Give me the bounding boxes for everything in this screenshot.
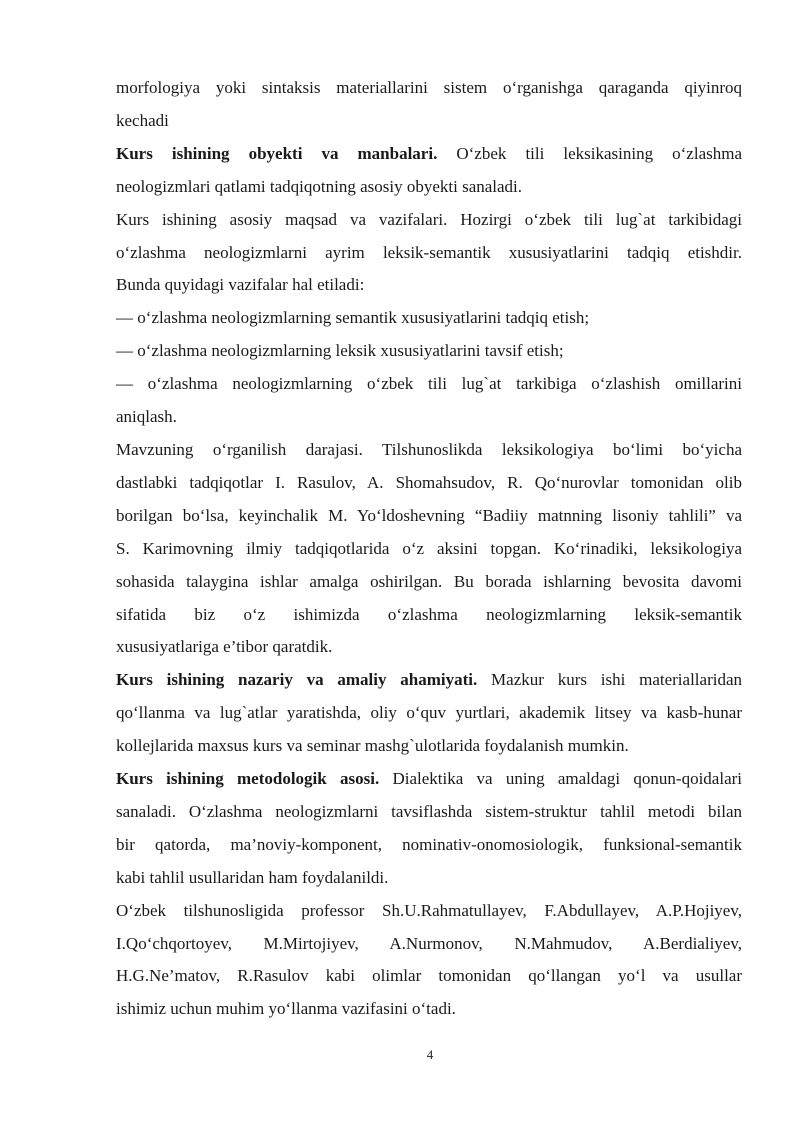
text-content: sohasida talaygina ishlar amalga oshirilgan. Bu borada ishlarning bevosita davomi [116,571,742,591]
text-content: morfologiya yoki sintaksis materiallarini sistem o‘rganishga qaraganda qiyinroq [116,78,742,97]
text-line [116,171,742,204]
text-content: O‘zbek tili leksikasining o‘zlashma [437,143,743,163]
text-content: Mazkur kurs ishi materiallaridan [477,670,742,690]
text-content: Bunda quyidagi vazifalar hal etiladi: [116,275,365,295]
text-content: Dialektika va uning amaldagi qonun-qoidalari [379,769,742,789]
text-line [116,204,742,237]
text-line [116,730,742,763]
text-content: I.Qo‘chqortoyev, M.Mirtojiyev, A.Nurmonov, N.Mahmudov, A.Berdialiyev, [116,933,742,953]
text-line [116,928,742,961]
text-line [116,862,742,895]
text-content: Kurs ishining asosiy maqsad va vazifalari. Hozirgi o‘zbek tili lug`at tarkibidagi [116,209,742,229]
text-content: ishimiz uchun muhim yo‘llanma vazifasini o‘tadi. [116,999,456,1019]
text-line [116,829,742,862]
text-line [116,401,742,434]
text-content: sifatida biz o‘z ishimizda o‘zlashma neologizmlarning leksik-semantik [116,604,742,624]
text-line [116,763,742,796]
text-line [116,960,742,993]
text-content: o‘zlashma neologizmlarni ayrim leksik-semantik xususiyatlarini tadqiq etishdir. [116,242,742,262]
text-line [116,368,742,401]
text-line [116,237,742,270]
text-content: — o‘zlashma neologizmlarning o‘zbek tili lug`at tarkibiga o‘zlashish omillarini [116,374,742,394]
text-line [116,533,742,566]
text-content: neologizmlari qatlami tadqiqotning asosiy obyekti sanaladi. [116,176,523,196]
text-content: kollejlarida maxsus kurs va seminar mashg`ulotlarida foydalanish mumkin. [116,736,629,756]
text-line [116,895,742,928]
text-content: kechadi [116,110,169,130]
text-content: sanaladi. O‘zlashma neologizmlarni tavsiflashda sistem-struktur tahlil metodi bilan [116,801,742,821]
text-content: — o‘zlashma neologizmlarning semantik xususiyatlarini tadqiq etish; [116,308,590,328]
text-line [116,599,742,632]
text-line [116,72,742,105]
text-content: borilgan bo‘lsa, keyinchalik M. Yo‘ldoshevning “Badiiy matnning lisoniy tahlili” va [116,505,742,525]
section-heading: Kurs ishining obyekti va manbalari. [116,143,438,163]
text-line [116,434,742,467]
text-content: H.G.Ne’matov, R.Rasulov kabi olimlar tomonidan qo‘llangan yo‘l va usullar [116,966,742,986]
text-line [116,697,742,730]
text-line [116,796,742,829]
text-content: bir qatorda, ma’noviy-komponent, nominativ-onomosiologik, funksional-semantik [116,834,742,854]
text-line [116,500,742,533]
text-content: — o‘zlashma neologizmlarning leksik xususiyatlarini tavsif etish; [116,341,564,361]
text-content: O‘zbek tilshunosligida professor Sh.U.Rahmatullayev, F.Abdullayev, A.P.Hojiyev, [116,900,742,920]
text-content: aniqlash. [116,407,177,427]
text-line [116,664,742,697]
text-content: S. Karimovning ilmiy tadqiqotlarida o‘z aksini topgan. Ko‘rinadiki, leksikologiya [116,538,742,558]
text-line [116,993,742,1026]
text-content: Mavzuning o‘rganilish darajasi. Tilshunoslikda leksikologiya bo‘limi bo‘yicha [116,439,742,459]
page-number: 4 [426,1047,434,1062]
text-content: xususiyatlariga e’tibor qaratdik. [116,637,333,657]
text-line [116,335,742,368]
section-heading: Kurs ishining nazariy va amaliy ahamiyati. [116,670,478,690]
text-line [116,105,742,138]
text-content: dastlabki tadqiqotlar I. Rasulov, A. Shomahsudov, R. Qo‘nurovlar tomonidan olib [116,472,742,492]
body-text [116,72,742,1026]
text-line [116,269,742,302]
text-content: qo‘llanma va lug`atlar yaratishda, oliy o‘quv yurtlari, akademik litsey va kasb-hunar [116,703,742,723]
text-content: kabi tahlil usullaridan ham foydalanildi. [116,867,389,887]
text-line [116,138,742,171]
text-line [116,302,742,335]
text-line [116,631,742,664]
text-line [116,467,742,500]
section-heading: Kurs ishining metodologik asosi. [116,769,380,789]
text-line [116,566,742,599]
